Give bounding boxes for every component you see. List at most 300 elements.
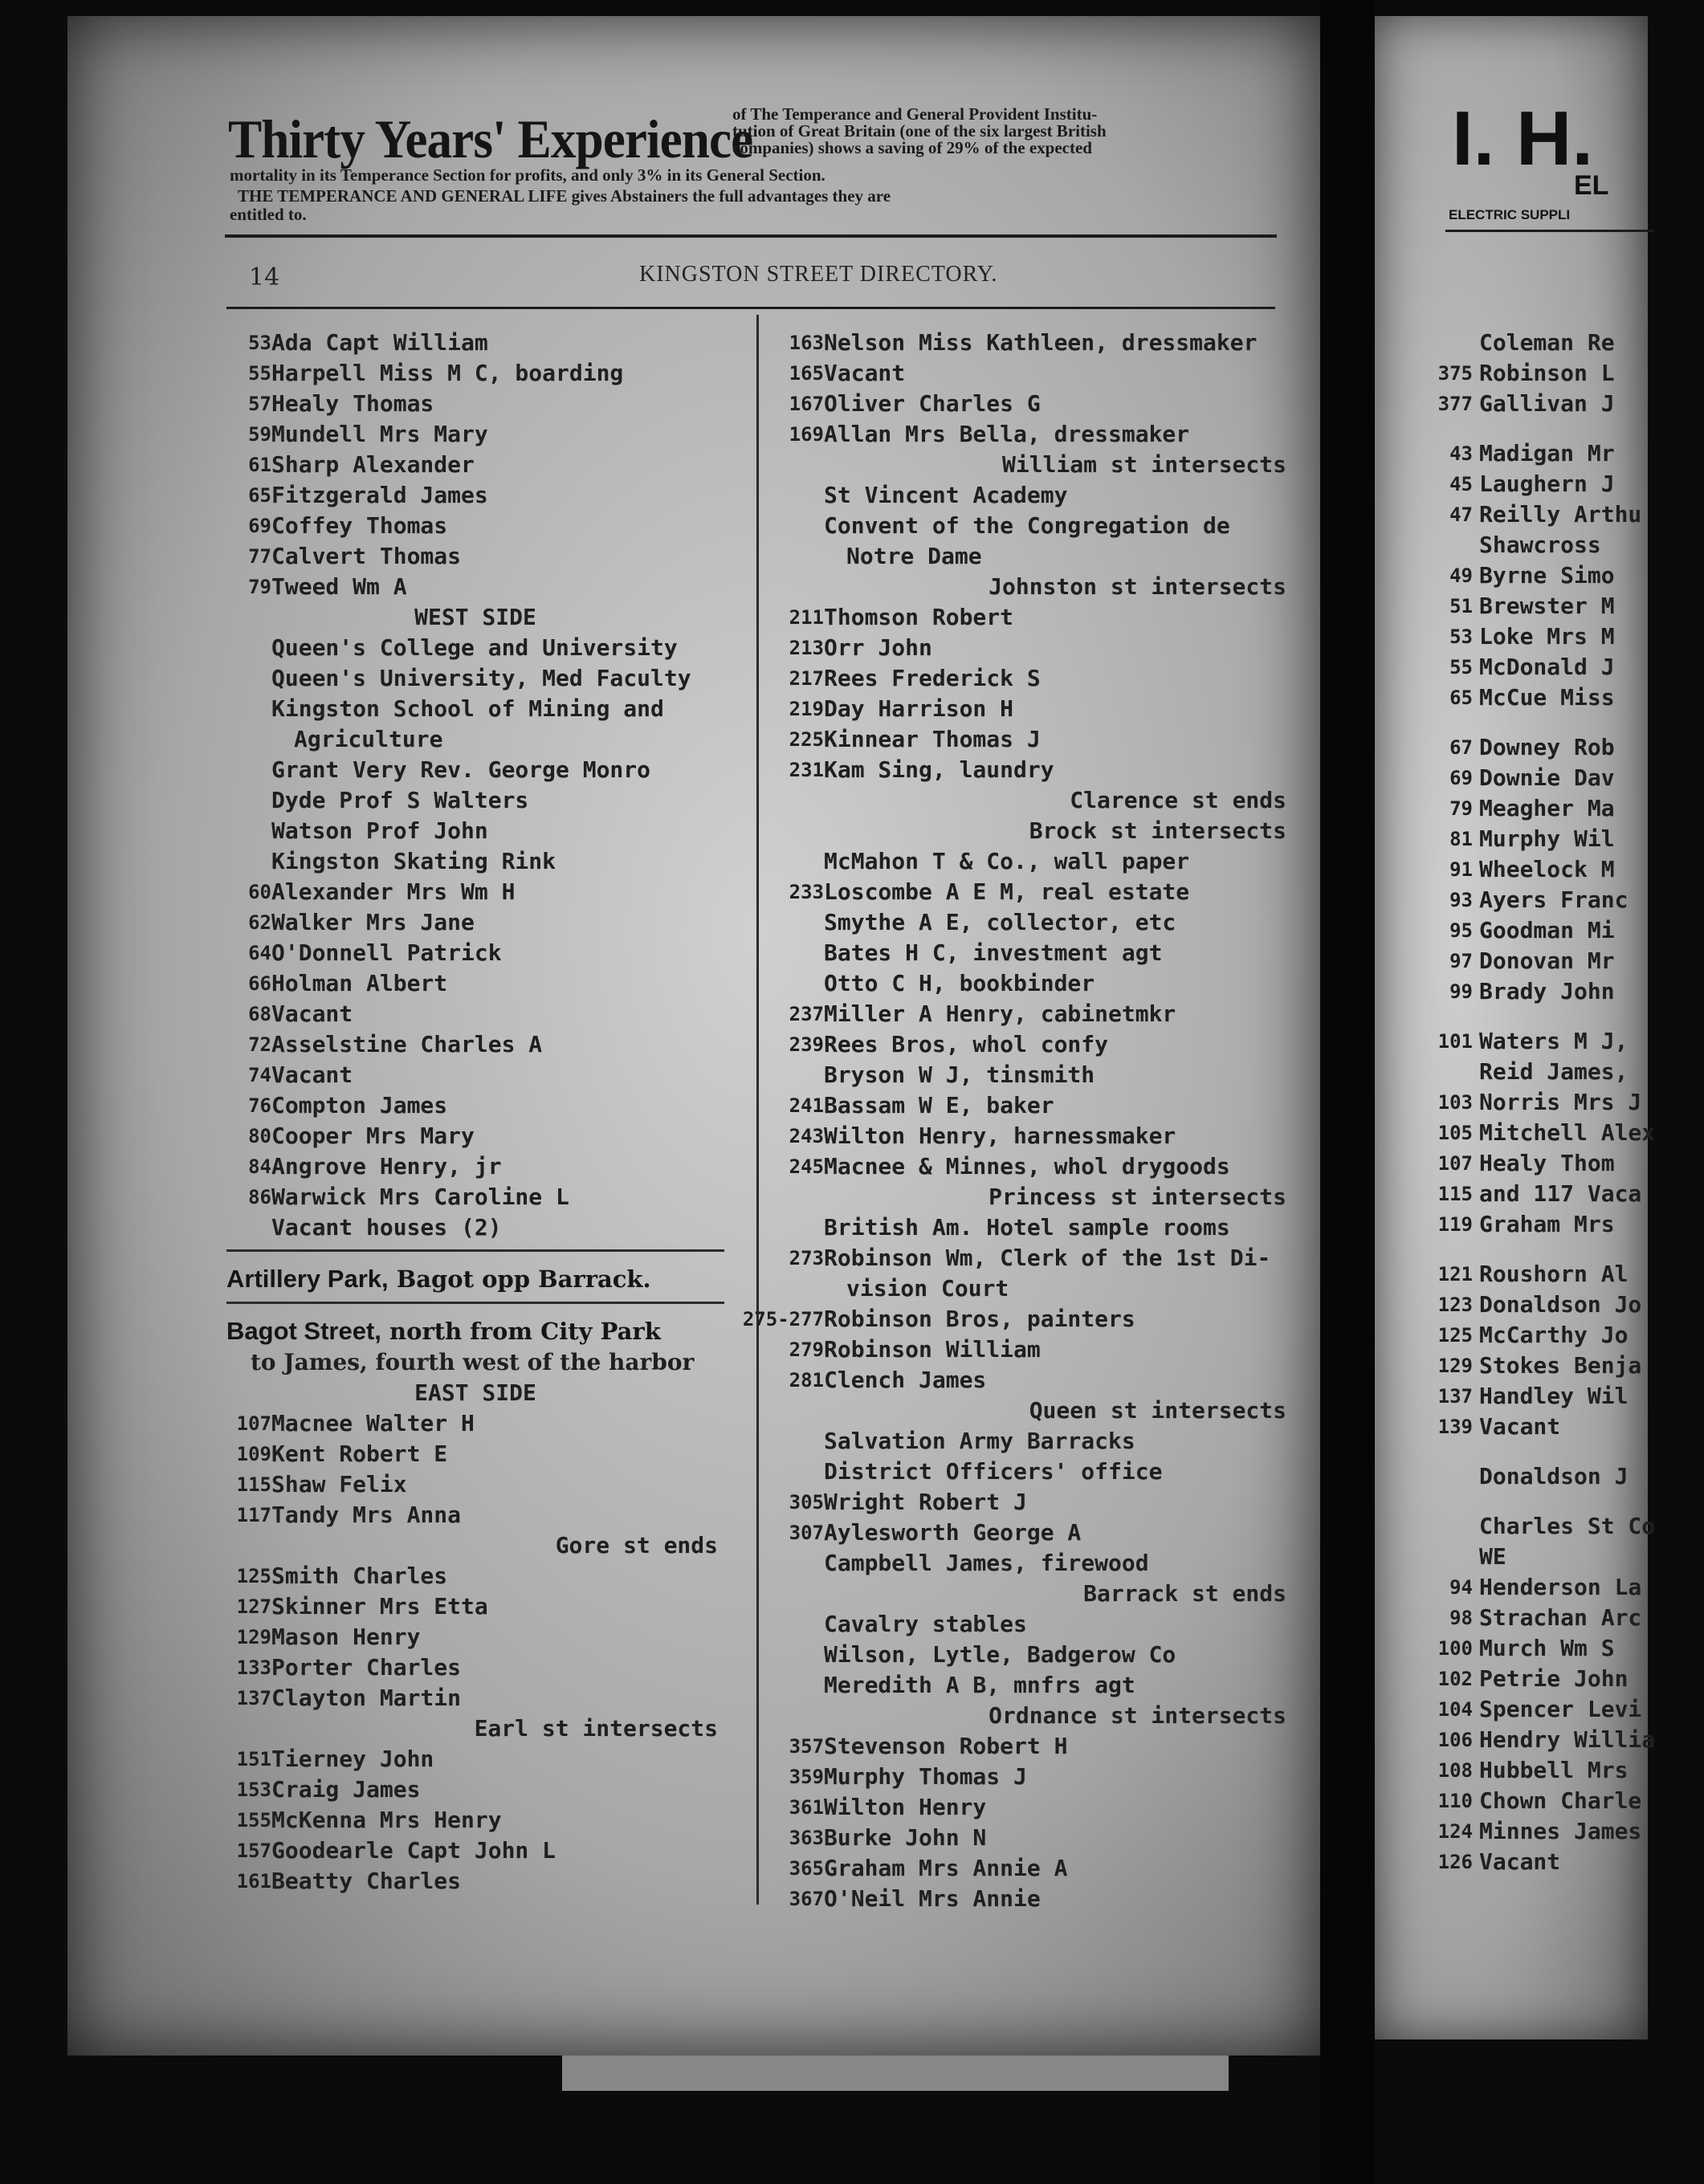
listing-text: Notre Dame (846, 543, 982, 569)
directory-line (1431, 621, 1704, 652)
directory-line (226, 1212, 724, 1243)
cross-street-line (226, 1530, 724, 1561)
house-number: 103 (1437, 1091, 1473, 1114)
resident-name: Fitzgerald James (271, 482, 488, 508)
house-number: 109 (236, 1443, 271, 1465)
directory-line (226, 724, 724, 755)
directory-line (226, 785, 724, 816)
street-heading-bagot (226, 1315, 724, 1347)
directory-line (779, 1823, 1293, 1853)
directory-line (1431, 854, 1704, 885)
directory-line (1431, 469, 1704, 499)
resident-name: Hendry Willia (1479, 1726, 1656, 1753)
house-number: 123 (1437, 1294, 1473, 1316)
listing-text: Coleman Re (1479, 329, 1615, 356)
directory-line (226, 1408, 724, 1439)
resident-name: Norris Mrs J (1479, 1089, 1642, 1115)
resident-name: Bassam W E, baker (824, 1092, 1054, 1118)
resident-name: Mitchell Alex (1479, 1119, 1656, 1146)
resident-name: Goodearle Capt John L (271, 1837, 556, 1864)
resident-name: Thomson Robert (824, 604, 1014, 630)
directory-line (779, 1060, 1293, 1090)
running-head (157, 241, 1282, 291)
cross-street-line (779, 450, 1293, 480)
house-number: 125 (1437, 1324, 1473, 1347)
resident-name: Compton James (271, 1092, 448, 1118)
directory-line (1431, 1755, 1704, 1786)
resident-name: McCue Miss (1479, 684, 1615, 711)
ad-side-line: tution of Great Britain (one of the six largest British (732, 121, 1107, 141)
house-number: 61 (248, 454, 271, 476)
house-number: 108 (1437, 1759, 1473, 1782)
house-number: 129 (1437, 1355, 1473, 1377)
header-advertisement (157, 103, 1282, 224)
resident-name: Donaldson Jo (1479, 1291, 1642, 1318)
house-number: 217 (789, 667, 824, 690)
house-number: 126 (1437, 1851, 1473, 1873)
listing-text: Donaldson J (1479, 1463, 1629, 1489)
resident-name: Rees Frederick S (824, 665, 1041, 691)
directory-line (1431, 1179, 1704, 1209)
house-number: 219 (789, 698, 824, 720)
resident-name: Handley Wil (1479, 1383, 1629, 1409)
resident-name: Day Harrison H (824, 695, 1014, 722)
cross-street-text: Princess st intersects (989, 1184, 1286, 1210)
house-number: 53 (1449, 625, 1473, 648)
directory-line (226, 1500, 724, 1530)
right-page-ad-title: I. H. (1452, 96, 1594, 181)
directory-line (1431, 1118, 1704, 1148)
house-number: 79 (248, 576, 271, 598)
listing-text: Campbell James, firewood (824, 1550, 1149, 1576)
resident-name: Murphy Wil (1479, 825, 1615, 852)
directory-line (226, 694, 724, 724)
directory-line (779, 1640, 1293, 1670)
listing-text: Grant Very Rev. George Monro (271, 756, 651, 783)
directory-line (1431, 1148, 1704, 1179)
directory-line (779, 1151, 1293, 1182)
resident-name: Downie Dav (1479, 764, 1615, 791)
listing-text: British Am. Hotel sample rooms (824, 1214, 1230, 1241)
directory-line (779, 846, 1293, 877)
directory-line (226, 663, 724, 694)
listing-text: St Vincent Academy (824, 482, 1068, 508)
house-number: 129 (236, 1626, 271, 1648)
ad-line: entitled to. (230, 205, 307, 224)
house-number: 365 (789, 1857, 824, 1880)
directory-line (1431, 530, 1704, 560)
house-number: 60 (248, 881, 271, 903)
directory-line (226, 968, 724, 999)
directory-line (1431, 1725, 1704, 1755)
resident-name: O'Donnell Patrick (271, 939, 502, 966)
house-number: 79 (1449, 797, 1473, 820)
house-number: 211 (789, 606, 824, 629)
page-gutter (1320, 0, 1375, 2184)
resident-name: Loscombe A E M, real estate (824, 878, 1190, 905)
resident-name: Oliver Charles G (824, 390, 1041, 417)
directory-line (1431, 1026, 1704, 1057)
directory-line (1431, 1087, 1704, 1118)
resident-name: Vacant (271, 1061, 353, 1088)
house-number: 127 (236, 1595, 271, 1618)
directory-line (1431, 1572, 1704, 1603)
directory-line (779, 1029, 1293, 1060)
directory-line (1431, 591, 1704, 621)
resident-name: Vacant (1479, 1413, 1561, 1440)
listing-text: Salvation Army Barracks (824, 1428, 1135, 1454)
resident-name: Goodman Mi (1479, 917, 1615, 943)
house-number: 137 (236, 1687, 271, 1709)
directory-line (779, 419, 1293, 450)
listing-text: Kingston Skating Rink (271, 848, 556, 874)
resident-name: Skinner Mrs Etta (271, 1593, 488, 1620)
house-number: 95 (1449, 919, 1473, 942)
resident-name: Cooper Mrs Mary (271, 1123, 475, 1149)
resident-name: Aylesworth George A (824, 1519, 1082, 1546)
directory-line (226, 755, 724, 785)
directory-line (1431, 438, 1704, 469)
directory-line (779, 602, 1293, 633)
house-number: 65 (248, 484, 271, 507)
directory-line (779, 1731, 1293, 1762)
listing-text: Shawcross (1479, 532, 1601, 558)
directory-line (226, 907, 724, 938)
directory-line (226, 938, 724, 968)
house-number: 115 (236, 1473, 271, 1496)
directory-line (226, 389, 724, 419)
directory-line (779, 1487, 1293, 1518)
street-desc: north from City Park (381, 1318, 661, 1345)
running-head-rule (226, 307, 1275, 309)
house-number: 157 (236, 1840, 271, 1862)
directory-line (226, 1182, 724, 1212)
cross-street-line (779, 785, 1293, 816)
directory-line (1431, 1381, 1704, 1412)
directory-line (779, 633, 1293, 663)
directory-line (226, 1090, 724, 1121)
directory-line (226, 1683, 724, 1713)
listing-text: Meredith A B, mnfrs agt (824, 1672, 1135, 1698)
house-number: 65 (1449, 687, 1473, 709)
house-number: 84 (248, 1155, 271, 1178)
directory-line (226, 999, 724, 1029)
house-number: 119 (1437, 1213, 1473, 1236)
directory-line (226, 1151, 724, 1182)
resident-name: Wilton Henry (824, 1794, 987, 1820)
house-number: 367 (789, 1888, 824, 1910)
resident-name: Asselstine Charles A (271, 1031, 543, 1057)
cross-street-line (779, 816, 1293, 846)
resident-name: Kent Robert E (271, 1440, 448, 1467)
resident-name: Tierney John (271, 1746, 434, 1772)
cross-street-line (226, 1713, 724, 1744)
resident-name: Mason Henry (271, 1624, 421, 1650)
cross-street-line (1431, 1542, 1704, 1572)
directory-line (1431, 1816, 1704, 1847)
directory-line (779, 968, 1293, 999)
house-number: 94 (1449, 1576, 1473, 1599)
directory-line (1431, 328, 1704, 358)
house-number: 133 (236, 1656, 271, 1679)
directory-line (779, 480, 1293, 511)
section-label (226, 602, 724, 633)
ad-line: THE TEMPERANCE AND GENERAL LIFE gives Abstainers the full advantages they are (238, 186, 891, 206)
resident-name: Petrie John (1479, 1665, 1629, 1692)
house-number: 77 (248, 545, 271, 568)
line-gap (1431, 1492, 1704, 1511)
directory-line (226, 511, 724, 541)
house-number: 155 (236, 1809, 271, 1832)
line-gap (1431, 1007, 1704, 1026)
resident-name: Spencer Levi (1479, 1696, 1642, 1722)
house-number: 59 (248, 423, 271, 446)
section-label-text: WEST SIDE (414, 604, 536, 630)
listing-text: Reid James, (1479, 1058, 1629, 1085)
resident-name: Brewster M (1479, 593, 1615, 619)
directory-line (226, 1805, 724, 1836)
house-number: 49 (1449, 564, 1473, 587)
resident-name: Calvert Thomas (271, 543, 462, 569)
cross-street-text: Earl st intersects (474, 1715, 718, 1742)
directory-line (226, 1652, 724, 1683)
house-number: 47 (1449, 503, 1473, 526)
cross-street-text: Ordnance st intersects (989, 1702, 1286, 1729)
column-left (226, 328, 724, 1897)
house-number: 273 (789, 1247, 824, 1269)
house-number: 86 (248, 1186, 271, 1208)
column-right-page (1431, 328, 1704, 1877)
directory-line (226, 1774, 724, 1805)
directory-line (779, 999, 1293, 1029)
house-number: 101 (1437, 1030, 1473, 1053)
resident-name: Smith Charles (271, 1563, 448, 1589)
directory-line (226, 541, 724, 572)
house-number: 357 (789, 1735, 824, 1758)
ad-side-line: companies) shows a saving of 29% of the expected (732, 138, 1092, 157)
cross-street-text: Barrack st ends (1083, 1580, 1286, 1607)
directory-line (779, 1212, 1293, 1243)
resident-name: Warwick Mrs Caroline L (271, 1184, 569, 1210)
resident-name: Healy Thom (1479, 1150, 1615, 1176)
directory-line (779, 1121, 1293, 1151)
directory-line (779, 1762, 1293, 1792)
resident-name: Gallivan J (1479, 390, 1615, 417)
house-number: 99 (1449, 980, 1473, 1003)
resident-name: Clayton Martin (271, 1685, 462, 1711)
directory-line (779, 1853, 1293, 1884)
resident-name: Healy Thomas (271, 390, 434, 417)
resident-name: McCarthy Jo (1479, 1322, 1629, 1348)
directory-line (1431, 1351, 1704, 1381)
directory-line (1431, 1209, 1704, 1240)
resident-name: Waters M J, (1479, 1028, 1629, 1054)
directory-line (1431, 389, 1704, 419)
resident-name: Orr John (824, 634, 932, 661)
cross-street-line (779, 1579, 1293, 1609)
cross-street-text: William st intersects (1001, 451, 1286, 478)
directory-line (779, 663, 1293, 694)
directory-line (1431, 1603, 1704, 1633)
resident-name: Minnes James (1479, 1818, 1642, 1844)
directory-line (1431, 824, 1704, 854)
directory-line (226, 1866, 724, 1897)
resident-name: Macnee & Minnes, whol drygoods (824, 1153, 1230, 1180)
street-subheading: to James, fourth west of the harbor (251, 1349, 695, 1375)
directory-line (1431, 763, 1704, 793)
page-number: 14 (249, 263, 280, 291)
listing-text: Charles St Co (1479, 1513, 1656, 1539)
ad-side-text (732, 106, 1286, 157)
house-number: 163 (789, 332, 824, 354)
directory-line (226, 1121, 724, 1151)
cross-street-text: Gore st ends (555, 1532, 718, 1559)
resident-name: Porter Charles (271, 1654, 462, 1681)
listing-text: Wilson, Lytle, Badgerow Co (824, 1641, 1176, 1668)
directory-line (1431, 1259, 1704, 1290)
house-number: 125 (236, 1565, 271, 1587)
house-number: 62 (248, 911, 271, 934)
directory-line (779, 1670, 1293, 1701)
house-number: 225 (789, 728, 824, 751)
house-number: 110 (1437, 1790, 1473, 1812)
cross-street-line (779, 1182, 1293, 1212)
directory-line (779, 328, 1293, 358)
house-number: 231 (789, 759, 824, 781)
ad-title: Thirty Years' Experience (228, 108, 753, 169)
street-heading-artillery (226, 1263, 724, 1295)
resident-name: Ayers Franc (1479, 886, 1629, 913)
listing-text: Queen's University, Med Faculty (271, 665, 691, 691)
house-number: 151 (236, 1748, 271, 1770)
directory-line (779, 1609, 1293, 1640)
column-divider (756, 315, 759, 1905)
right-page-rule (1445, 230, 1654, 232)
directory-line (1431, 1320, 1704, 1351)
street-desc: Bagot opp Barrack. (388, 1265, 651, 1293)
directory-line (1431, 499, 1704, 530)
listing-text: Bryson W J, tinsmith (824, 1061, 1095, 1088)
resident-name: Robinson William (824, 1336, 1041, 1363)
house-number: 165 (789, 362, 824, 385)
resident-name: Vacant (1479, 1848, 1561, 1875)
resident-name: Kinnear Thomas J (824, 726, 1041, 752)
resident-name: Alexander Mrs Wm H (271, 878, 516, 905)
resident-name: Loke Mrs M (1479, 623, 1615, 650)
directory-line (779, 1884, 1293, 1914)
house-number: 305 (789, 1491, 824, 1514)
page-edge-strip (562, 2056, 1229, 2091)
resident-name: Laughern J (1479, 471, 1615, 497)
directory-line (1431, 1694, 1704, 1725)
directory-line (779, 1548, 1293, 1579)
resident-name: Burke John N (824, 1824, 987, 1851)
directory-line (1431, 885, 1704, 915)
resident-name: Murch Wm S (1479, 1635, 1615, 1661)
directory-line (779, 1365, 1293, 1396)
directory-line (226, 328, 724, 358)
house-number: 80 (248, 1125, 271, 1147)
directory-line (779, 755, 1293, 785)
header-rule (225, 234, 1277, 238)
cross-street-text: Queen st intersects (1029, 1397, 1286, 1424)
resident-name: Nelson Miss Kathleen, dressmaker (824, 329, 1258, 356)
listing-text: Smythe A E, collector, etc (824, 909, 1176, 935)
house-number: 91 (1449, 858, 1473, 881)
house-number: 137 (1437, 1385, 1473, 1408)
resident-name: McDonald J (1479, 654, 1615, 680)
directory-line (1431, 1664, 1704, 1694)
directory-line (226, 1439, 724, 1469)
directory-line (226, 419, 724, 450)
directory-line (226, 572, 724, 602)
resident-name: Wilton Henry, harnessmaker (824, 1123, 1176, 1149)
house-number: 307 (789, 1522, 824, 1544)
house-number: 106 (1437, 1729, 1473, 1751)
directory-line (226, 1744, 724, 1774)
directory-line (226, 1060, 724, 1090)
directory-line (779, 1273, 1293, 1304)
house-number: 139 (1437, 1416, 1473, 1438)
cross-street-text: Brock st intersects (1029, 817, 1286, 844)
listing-text: Bates H C, investment agt (824, 939, 1163, 966)
resident-name: Hubbell Mrs (1479, 1757, 1629, 1783)
section-label-text: EAST SIDE (414, 1379, 536, 1406)
resident-name: Tandy Mrs Anna (271, 1502, 462, 1528)
directory-line (779, 1426, 1293, 1457)
house-number: 241 (789, 1094, 824, 1117)
house-number: 239 (789, 1033, 824, 1056)
directory-line (1431, 915, 1704, 946)
resident-name: Graham Mrs (1479, 1211, 1615, 1237)
resident-name: Walker Mrs Jane (271, 909, 475, 935)
directory-line (779, 358, 1293, 389)
house-number: 102 (1437, 1668, 1473, 1690)
listing-text: Cavalry stables (824, 1611, 1027, 1637)
line-gap (1431, 1240, 1704, 1259)
resident-name: O'Neil Mrs Annie (824, 1885, 1041, 1912)
resident-name: and 117 Vaca (1479, 1180, 1642, 1207)
resident-name: Coffey Thomas (271, 512, 448, 539)
house-number: 237 (789, 1003, 824, 1025)
resident-name: McKenna Mrs Henry (271, 1807, 502, 1833)
house-number: 117 (236, 1504, 271, 1526)
directory-line (1431, 1511, 1704, 1542)
directory-line (226, 877, 724, 907)
directory-line (779, 1457, 1293, 1487)
listing-text: Vacant houses (2) (271, 1214, 502, 1241)
directory-line (1431, 682, 1704, 713)
cross-street-line (779, 572, 1293, 602)
directory-line (1431, 358, 1704, 389)
resident-name: Beatty Charles (271, 1868, 462, 1894)
house-number: 53 (248, 332, 271, 354)
house-number: 104 (1437, 1698, 1473, 1721)
listing-text: Otto C H, bookbinder (824, 970, 1095, 996)
resident-name: Sharp Alexander (271, 451, 475, 478)
directory-line (779, 1243, 1293, 1273)
ad-line: mortality in its Temperance Section for profits, and only 3% in its General Section. (230, 165, 826, 185)
resident-name: Rees Bros, whol confy (824, 1031, 1109, 1057)
directory-line (779, 1334, 1293, 1365)
house-number: 107 (1437, 1152, 1473, 1175)
directory-line (742, 1304, 1293, 1334)
ad-side-line: of The Temperance and General Provident Institu- (732, 104, 1098, 124)
directory-line (779, 389, 1293, 419)
directory-line (226, 1561, 724, 1591)
listing-text: vision Court (846, 1275, 1009, 1302)
house-number: 377 (1437, 393, 1473, 415)
